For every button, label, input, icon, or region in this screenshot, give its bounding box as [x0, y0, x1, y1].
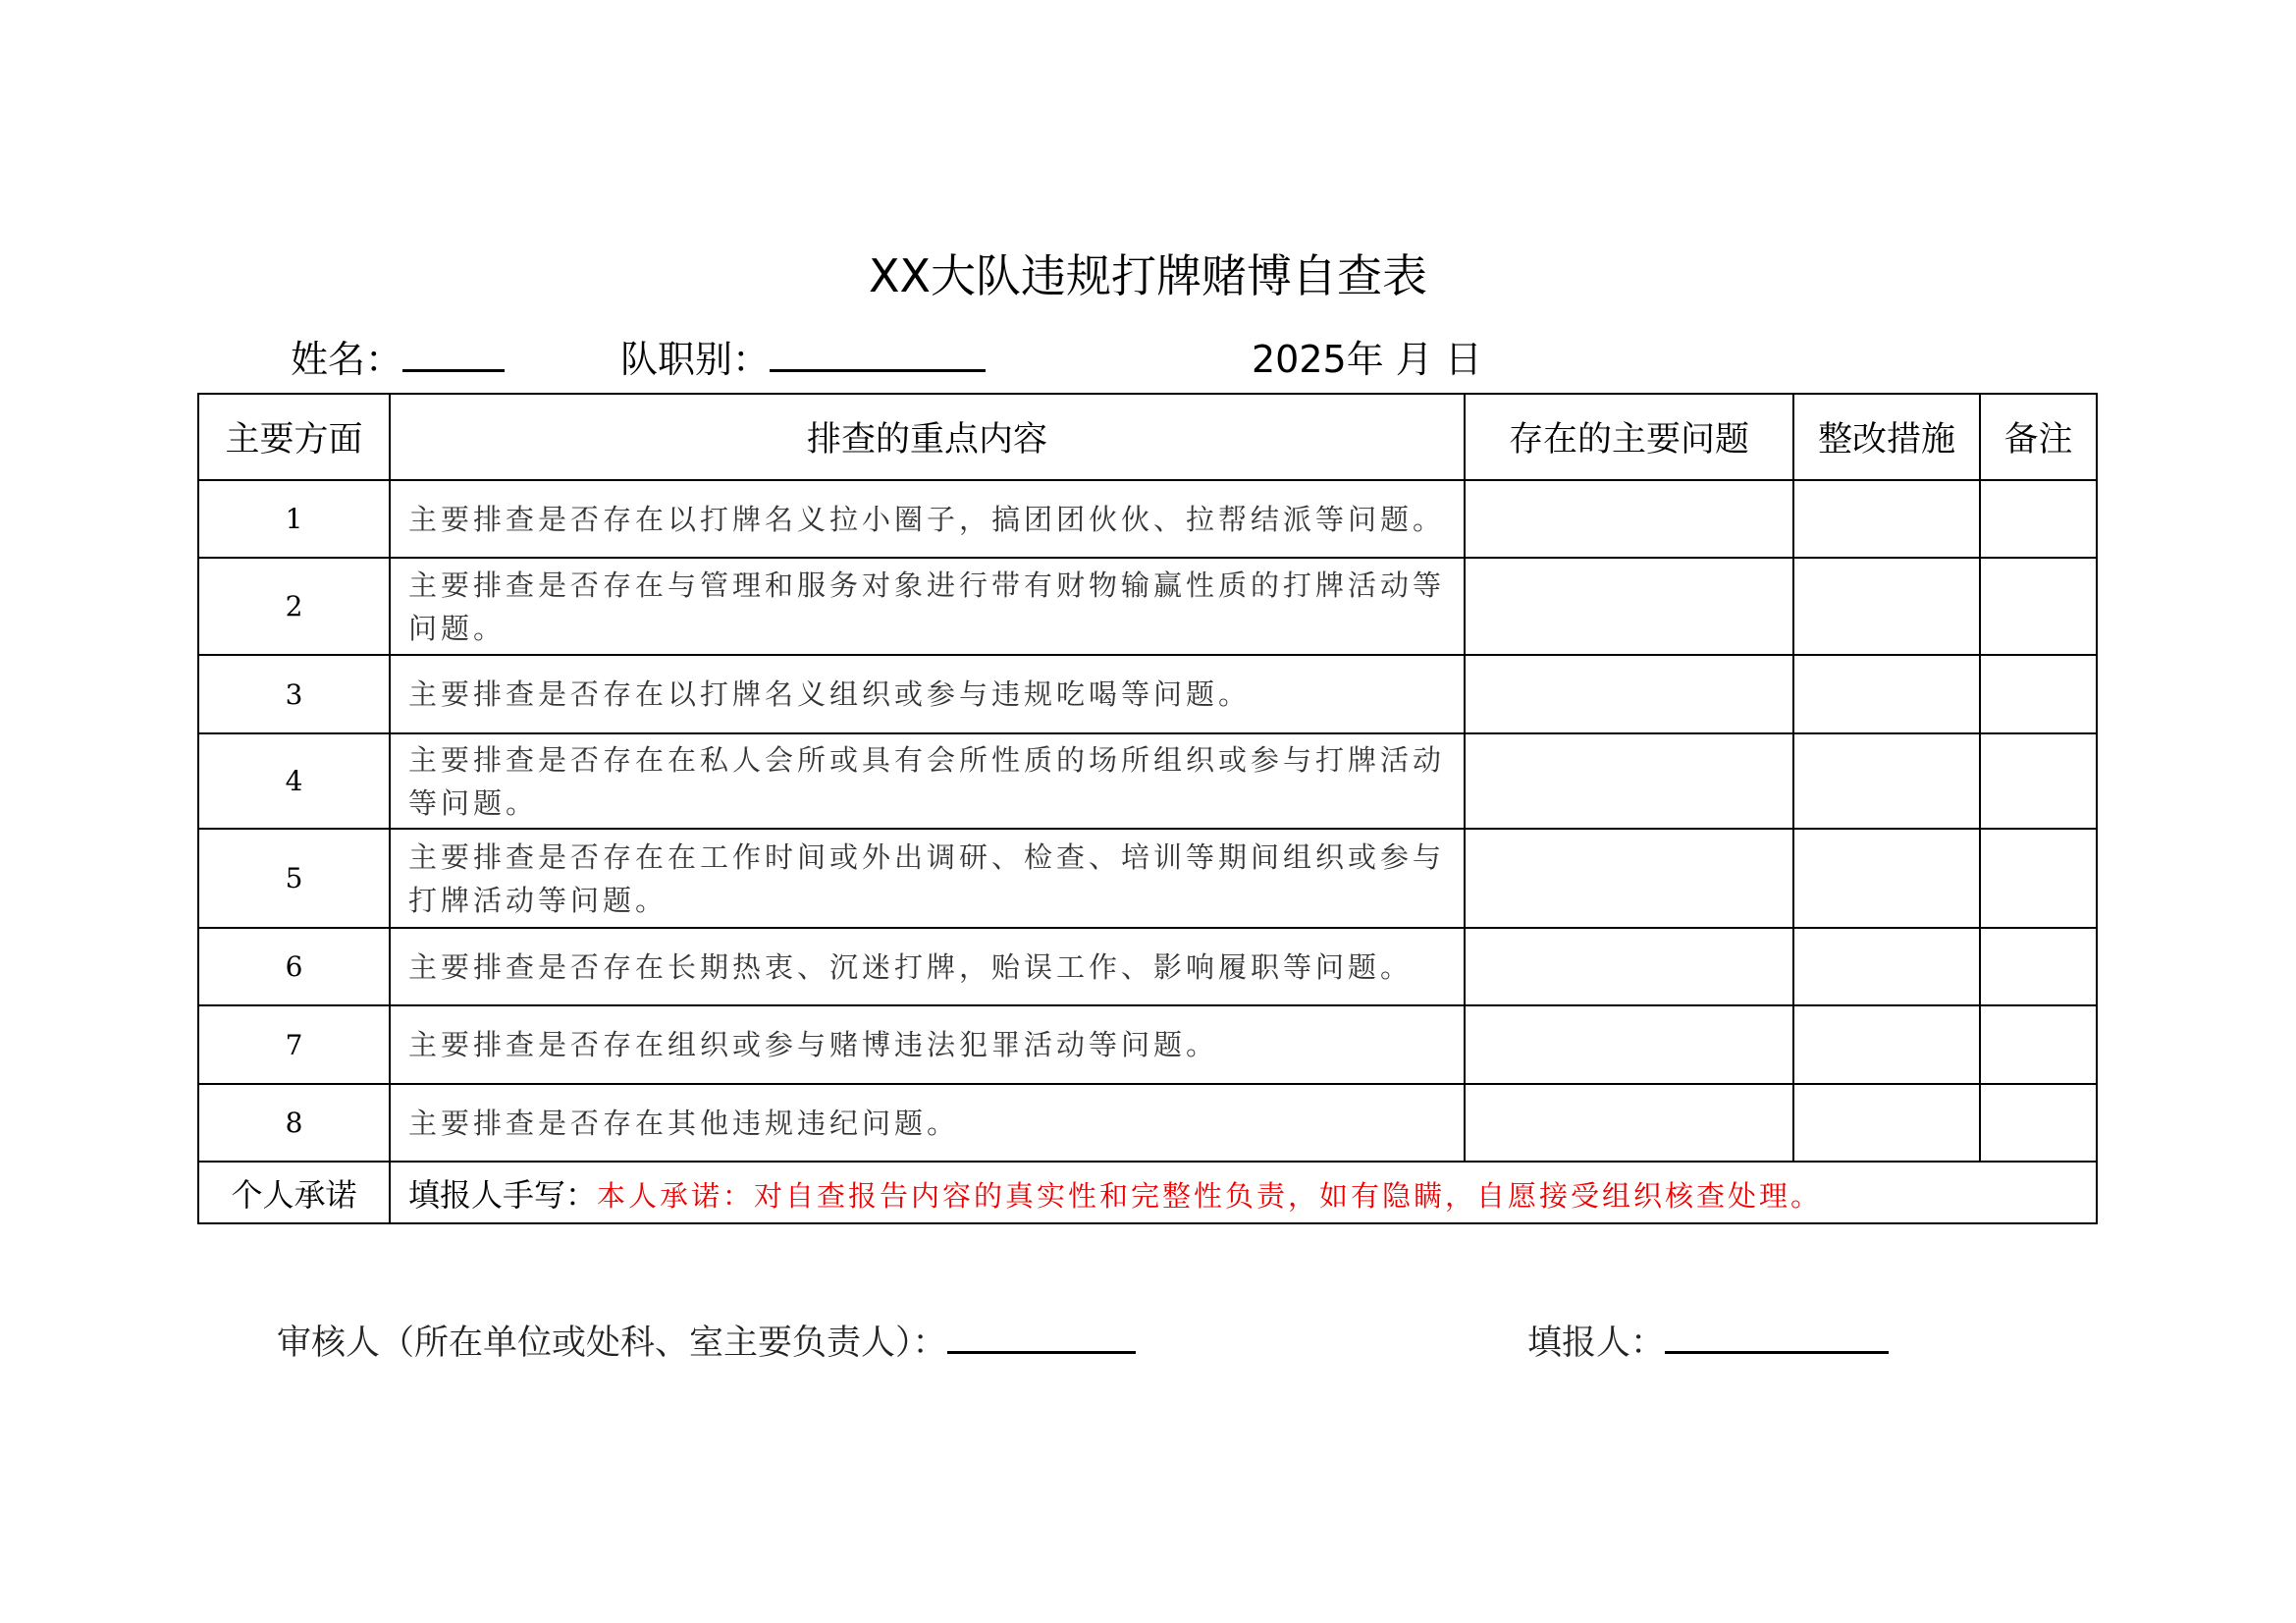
remarks-cell[interactable] [1980, 1005, 2097, 1084]
problems-cell[interactable] [1465, 733, 1793, 829]
table-row [198, 655, 2097, 733]
reviewer-blank[interactable] [947, 1318, 1136, 1354]
row-number: 2 [198, 558, 390, 655]
row-content: 主要排查是否存在以打牌名义拉小圈子，搞团团伙伙、拉帮结派等问题。 [390, 480, 1465, 558]
remarks-cell[interactable] [1980, 733, 2097, 829]
row-content: 主要排查是否存在与管理和服务对象进行带有财物输赢性质的打牌活动等问题。 [390, 558, 1465, 655]
row-content: 主要排查是否存在在私人会所或具有会所性质的场所组织或参与打牌活动等问题。 [390, 733, 1465, 829]
row-number: 7 [198, 1005, 390, 1084]
form-title: XX大队违规打牌赌博自查表 [868, 249, 1428, 302]
name-label: 姓名： [291, 338, 403, 381]
header-problems: 存在的主要问题 [1465, 394, 1793, 480]
promise-text: 本人承诺：对自查报告内容的真实性和完整性负责，如有隐瞒，自愿接受组织核查处理。 [597, 1178, 1823, 1213]
row-content: 主要排查是否存在在工作时间或外出调研、检查、培训等期间组织或参与打牌活动等问题。 [390, 829, 1465, 928]
row-number: 8 [198, 1084, 390, 1162]
problems-cell[interactable] [1465, 1005, 1793, 1084]
header-aspect: 主要方面 [198, 394, 390, 480]
header-remarks: 备注 [1980, 394, 2097, 480]
table-row [198, 480, 2097, 558]
table-row [198, 733, 2097, 829]
remarks-cell[interactable] [1980, 829, 2097, 928]
position-label: 队职别： [620, 338, 771, 381]
row-content: 主要排查是否存在以打牌名义组织或参与违规吃喝等问题。 [390, 655, 1465, 733]
filler-blank[interactable] [1665, 1318, 1889, 1354]
table-row [198, 558, 2097, 655]
problems-cell[interactable] [1465, 1084, 1793, 1162]
name-blank[interactable] [402, 336, 505, 372]
remarks-cell[interactable] [1980, 558, 2097, 655]
promise-label: 个人承诺 [198, 1162, 390, 1223]
remarks-cell[interactable] [1980, 1084, 2097, 1162]
measures-cell[interactable] [1793, 1005, 1980, 1084]
row-number: 6 [198, 928, 390, 1005]
position-field[interactable] [620, 329, 986, 383]
measures-cell[interactable] [1793, 829, 1980, 928]
row-number: 5 [198, 829, 390, 928]
name-field[interactable] [291, 329, 505, 383]
row-content: 主要排查是否存在其他违规违纪问题。 [390, 1084, 1465, 1162]
table-header-row [198, 394, 2097, 480]
problems-cell[interactable] [1465, 558, 1793, 655]
problems-cell[interactable] [1465, 829, 1793, 928]
problems-cell[interactable] [1465, 655, 1793, 733]
row-content: 主要排查是否存在长期热衷、沉迷打牌，贻误工作、影响履职等问题。 [390, 928, 1465, 1005]
problems-cell[interactable] [1465, 928, 1793, 1005]
table-row [198, 928, 2097, 1005]
filler-label: 填报人： [1527, 1324, 1666, 1363]
promise-prefix: 填报人手写： [408, 1175, 598, 1214]
position-blank[interactable] [770, 336, 986, 372]
date-field: 2025年 月 日 [1252, 338, 1482, 381]
measures-cell[interactable] [1793, 1084, 1980, 1162]
remarks-cell[interactable] [1980, 655, 2097, 733]
measures-cell[interactable] [1793, 928, 1980, 1005]
check-table [197, 393, 2098, 1224]
measures-cell[interactable] [1793, 558, 1980, 655]
table-row [198, 829, 2097, 928]
header-content: 排查的重点内容 [390, 394, 1465, 480]
remarks-cell[interactable] [1980, 928, 2097, 1005]
problems-cell[interactable] [1465, 480, 1793, 558]
reviewer-label: 审核人（所在单位或处科、室主要负责人）： [277, 1324, 947, 1363]
reviewer-field[interactable] [277, 1316, 1136, 1365]
table-row [198, 1084, 2097, 1162]
promise-cell[interactable] [390, 1162, 2097, 1223]
measures-cell[interactable] [1793, 733, 1980, 829]
row-number: 4 [198, 733, 390, 829]
promise-row [198, 1162, 2097, 1223]
table-row [198, 1005, 2097, 1084]
measures-cell[interactable] [1793, 480, 1980, 558]
row-content: 主要排查是否存在组织或参与赌博违法犯罪活动等问题。 [390, 1005, 1465, 1084]
row-number: 3 [198, 655, 390, 733]
measures-cell[interactable] [1793, 655, 1980, 733]
row-number: 1 [198, 480, 390, 558]
header-measures: 整改措施 [1793, 394, 1980, 480]
filler-field[interactable] [1527, 1316, 1889, 1365]
remarks-cell[interactable] [1980, 480, 2097, 558]
